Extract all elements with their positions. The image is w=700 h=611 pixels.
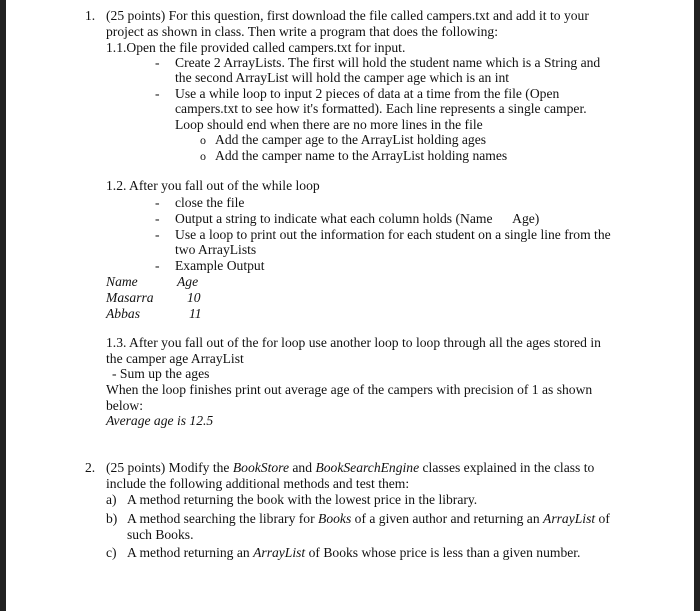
- q2-intro-line-1: (25 points) Modify the BookStore and BookSearchEngine classes explained in the class to: [106, 460, 595, 475]
- q2-a-label: a): [106, 492, 117, 507]
- table-header-name: Name: [106, 274, 138, 289]
- s11-sub-1: Add the camper age to the ArrayList holding ages: [215, 132, 487, 147]
- s11-b1-line-2: the second ArrayList will hold the camper age which is an int: [175, 70, 510, 85]
- table-row-2-age: 11: [189, 306, 202, 321]
- s11-b2-line-1: Use a while loop to input 2 pieces of data at a time from the file (Open: [175, 86, 560, 101]
- s13-line-3: - Sum up the ages: [112, 366, 210, 381]
- q2-number: 2.: [85, 460, 96, 475]
- section-1-2-heading: 1.2. After you fall out of the while loop: [106, 178, 320, 193]
- bullet-dash: -: [155, 258, 160, 273]
- q1-intro-line-1: (25 points) For this question, first download the file called campers.txt and add it to your: [106, 8, 589, 23]
- s11-sub-2: Add the camper name to the ArrayList holding names: [215, 148, 508, 163]
- q2-b-line-2: such Books.: [127, 527, 194, 542]
- circle-bullet: o: [200, 149, 206, 163]
- s11-b2-line-2: campers.txt to see how it's formatted). Each line represents a single camper.: [175, 101, 587, 116]
- s12-b1: close the file: [175, 195, 245, 210]
- table-row-2-name: Abbas: [106, 306, 140, 321]
- s13-line-1: 1.3. After you fall out of the for loop use another loop to loop through all the ages stored in: [106, 335, 601, 350]
- s12-b4: Example Output: [175, 258, 265, 273]
- right-border: [694, 0, 700, 611]
- q2-c-label: c): [106, 545, 117, 560]
- table-header-age: Age: [177, 274, 199, 289]
- bullet-dash: -: [155, 86, 160, 101]
- s12-b2: Output a string to indicate what each column holds (Name Age): [175, 211, 540, 226]
- q2-b-line-1: A method searching the library for Books of a given author and returning an ArrayList of: [127, 511, 610, 526]
- circle-bullet: o: [200, 133, 206, 147]
- table-row-1-age: 10: [187, 290, 201, 305]
- s12-b3-line-2: two ArrayLists: [175, 242, 257, 257]
- q2-b-label: b): [106, 511, 118, 526]
- s13-line-4: When the loop finishes print out average age of the campers with precision of 1 as shown: [106, 382, 593, 397]
- s11-b2-line-3: Loop should end when there are no more lines in the file: [175, 117, 483, 132]
- q2-intro-line-2: include the following additional methods and test them:: [106, 476, 410, 491]
- table-row-1-name: Masarra: [106, 290, 154, 305]
- bullet-dash: -: [155, 55, 160, 70]
- bullet-dash: -: [155, 195, 160, 210]
- s11-b1-line-1: Create 2 ArrayLists. The first will hold the student name which is a String and: [175, 55, 601, 70]
- left-border: [0, 0, 6, 611]
- bullet-dash: -: [155, 211, 160, 226]
- s13-line-2: the camper age ArrayList: [106, 351, 244, 366]
- section-1-1-heading: 1.1.Open the file provided called campers.txt for input.: [106, 40, 406, 55]
- q1-number: 1.: [85, 8, 96, 23]
- q1-intro-line-2: project as shown in class. Then write a program that does the following:: [106, 24, 498, 39]
- bullet-dash: -: [155, 227, 160, 242]
- average-age-example: Average age is 12.5: [106, 413, 214, 428]
- s13-line-5: below:: [106, 398, 143, 413]
- q2-c-text: A method returning an ArrayList of Books whose price is less than a given number.: [127, 545, 581, 560]
- q2-a-text: A method returning the book with the lowest price in the library.: [127, 492, 478, 507]
- s12-b3-line-1: Use a loop to print out the information for each student on a single line from the: [175, 227, 611, 242]
